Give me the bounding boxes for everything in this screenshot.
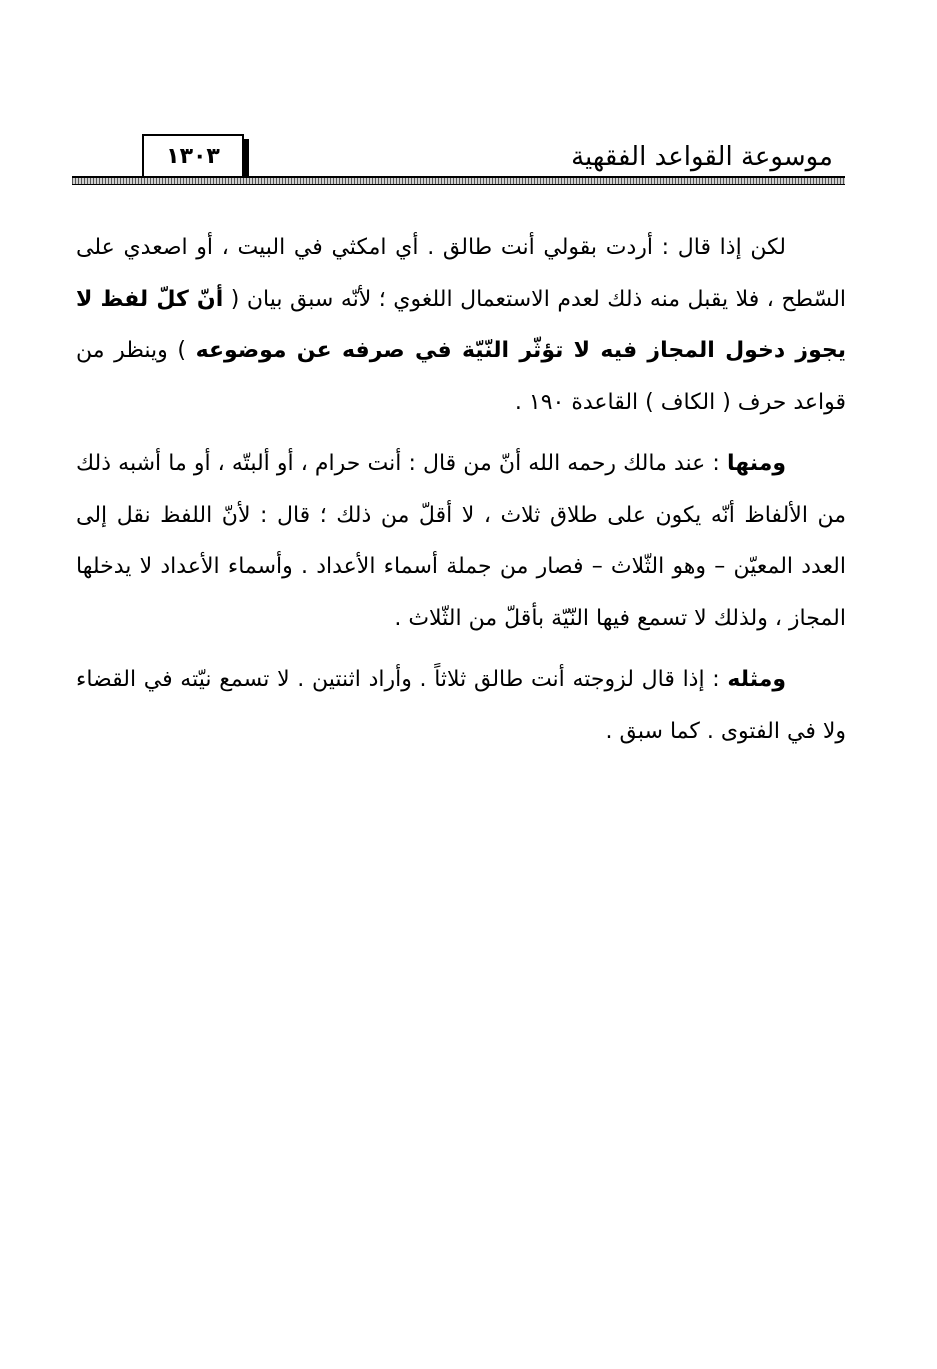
paragraph-2 [76,438,846,644]
paragraph-3-lead: ومثله [727,667,786,692]
paragraph-1-bold-rule: أنّ كلّ لفظ لا يجوز دخول المجاز فيه لا تؤثّر النّيّة في صرفه عن موضوعه [76,286,846,363]
paragraph-1-text-end: ) وينظر من قواعد حرف ( الكاف ) القاعدة ١٩٠ . [76,338,846,415]
page-header [72,132,845,187]
header-rule [72,176,845,185]
page-number: ١٣٠٣ [142,134,244,180]
running-title: موسوعة القواعد الفقهية [571,142,833,172]
paragraph-1 [76,222,846,428]
paragraph-1-text: لكن إذا قال : أردت بقولي أنت طالق . أي امكثي في البيت ، أو اصعدي على السّطح ، فلا يقبل منه ذلك لعدم الاستعمال اللغوي ؛ لأنّه سبق بيان ( [76,235,847,312]
paragraph-3 [76,654,846,757]
paragraph-2-lead: ومنها [726,451,786,476]
paragraph-2-text: : عند مالك رحمه الله أنّ من قال : أنت حرام ، أو ألبتّه ، أو ما أشبه ذلك من الألفاظ أنّه يكون على طلاق ثلاث ، لا أقلّ من ذلك ؛ قال : لأنّ اللفظ نقل إلى العدد المعيّن – وهو الثّلاث – فصار من جملة أسماء الأعداد . وأسماء الأعداد لا يدخلها المجاز ، ولذلك لا تسمع فيها النّيّة بأقلّ من الثّلاث . [76,451,846,631]
paragraph-3-text: : إذا قال لزوجته أنت طالق ثلاثاً . وأراد اثنتين . لا تسمع نيّته في القضاء ولا في الفتوى . كما سبق . [76,667,846,744]
body-text [76,222,846,757]
